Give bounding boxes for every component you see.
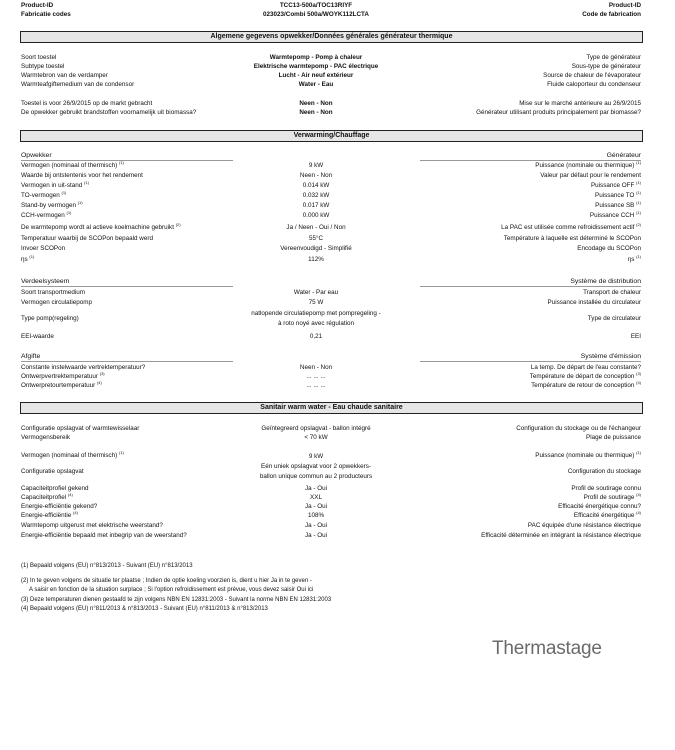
- row-label-fr: Puissance (nominale ou thermique) $^{(1)}$: [535, 450, 641, 459]
- row-label-fr: Puissance CCH $^{(1)}$: [589, 210, 641, 219]
- row-label-fr: Puissance OFF $^{(1)}$: [590, 180, 641, 189]
- divider: [21, 286, 233, 287]
- subsection-title-fr: Générateur: [606, 152, 641, 159]
- divider: [420, 160, 641, 161]
- subsection-title-nl: Afgifte: [21, 353, 41, 360]
- row-value: XXL: [310, 494, 322, 501]
- footnote: (3) Deze temperaturen dienen gestaafd te zijn volgens NBN EN 12831:2003 - Suivant la norme NBN EN 12831:2003: [21, 597, 332, 603]
- row-label-nl: Capaciteitprofiel $^{(4)}$: [21, 492, 73, 501]
- row-label-fr: Encodage du SCOPon: [577, 245, 641, 252]
- subsection-title-fr: Système de distribution: [570, 278, 641, 285]
- divider: [21, 361, 233, 362]
- row-value: 0.032 kW: [302, 192, 330, 199]
- row-label-fr: Efficacité énergétique $^{(4)}$: [573, 510, 641, 519]
- footnote: A saisir en fonction de la situation surplace ; Si l'option refroidissement est prévue, vous devez saisir Oui ici: [21, 587, 314, 593]
- row-label-nl: CCH-vermogen $^{(1)}$: [21, 210, 72, 219]
- row-label-nl: De opwekker gebruikt brandstoffen voornamelijk uit biomassa?: [21, 109, 197, 116]
- row-label-fr: Mise sur le marché antérieure au 26/9/2015: [519, 100, 641, 107]
- subsection-title-nl: Opwekker: [21, 152, 52, 159]
- row-value: Ja - Oui: [304, 503, 328, 510]
- row-value: 75 W: [308, 299, 324, 306]
- footnote: (1) Bepaald volgens (EU) n°813/2013 - Suivant (EU) n°813/2013: [21, 563, 193, 569]
- row-label-fr: Configuration du stockage: [567, 468, 641, 475]
- row-label-fr: Profil de soutirage connu: [571, 485, 641, 492]
- divider: [420, 361, 641, 362]
- row-label-fr: Puissance (nominale ou thermique) $^{(1)}$: [535, 160, 641, 169]
- row-value: Ja - Oui: [304, 532, 328, 539]
- row-value: natlopende circulatiepomp met pompregeling -: [251, 310, 381, 317]
- row-label-nl: Energie-efficiëntie bepaald met inbegrip van de weerstand?: [21, 532, 187, 539]
- codes-label-nl: Fabricatie codes: [21, 11, 71, 18]
- row-label-fr: Source de chaleur de l'évaporateur: [543, 72, 641, 79]
- row-value: 0.000 kW: [302, 212, 330, 219]
- row-value: Geïntegreerd opslagvat - ballon intégré: [261, 425, 371, 432]
- row-label-nl: Waarde bij ontstentenis voor het rendement: [21, 172, 143, 179]
- row-value: Lucht - Air neuf extérieur: [278, 72, 354, 79]
- row-label-fr: ηs $^{(1)}$: [627, 254, 641, 263]
- row-label-fr: La PAC est utilisée comme refroidissement actif $^{(2)}$: [501, 222, 641, 231]
- row-value: Water - Par eau: [293, 289, 339, 296]
- row-label-fr: Profil de soutirage $^{(4)}$: [583, 492, 641, 501]
- row-value: 108%: [307, 512, 325, 519]
- row-label-fr: Type de circulateur: [587, 315, 641, 322]
- row-value: Neen - Non: [299, 100, 333, 107]
- row-label-fr: Puissance installée du circulateur: [547, 299, 641, 306]
- row-label-fr: Valeur par défaut pour le rendement: [540, 172, 641, 179]
- section-header-general: Algemene gegevens opwekker/Données générales générateur thermique: [20, 31, 643, 43]
- model-value: TCC13-500a/TOC13RIYF: [279, 2, 353, 9]
- row-label-nl: Vermogensbereik: [21, 434, 71, 441]
- product-id-label-nl: Product-ID: [21, 2, 54, 9]
- row-label-nl: Ontwerpvertrektemperatuur $^{(3)}$: [21, 371, 105, 380]
- row-label-nl: Vermogen (nominaal of thermisch) $^{(1)}$: [21, 160, 124, 169]
- row-label-fr: Générateur utilisant produits principalement par biomasse?: [476, 109, 641, 116]
- row-value: Neen - Non: [299, 172, 333, 179]
- row-label-nl: Configuratie opslagvat: [21, 468, 84, 475]
- codes-value: 023023/Combi 500a/WOYK112LCTA: [263, 11, 369, 18]
- row-label-fr: Température de retour de conception $^{(4)}$: [531, 380, 641, 389]
- row-value: Water - Eau: [298, 81, 334, 88]
- section-header-heating: Verwarming/Chauffage: [20, 130, 643, 142]
- row-label-nl: TO-vermogen $^{(1)}$: [21, 190, 67, 199]
- row-value: Neen - Non: [299, 109, 333, 116]
- row-label-nl: EEI-waarde: [21, 333, 54, 340]
- row-label-nl: Type pomp(regeling): [21, 315, 79, 322]
- row-label-fr: Type de générateur: [586, 54, 641, 61]
- row-label-nl: Toestel is voor 26/9/2015 op de markt gebracht: [21, 100, 153, 107]
- row-label-nl: Constante instelwaarde vertrektemperatuur?: [21, 364, 146, 371]
- row-value: ... ... ...: [306, 382, 326, 389]
- row-label-nl: Soort transportmedium: [21, 289, 86, 296]
- row-value: Elektrische warmtepomp - PAC électrique: [253, 63, 379, 70]
- row-label-nl: Capaciteitprofiel gekend: [21, 485, 89, 492]
- row-value: 112%: [308, 256, 324, 263]
- row-label-nl: Energie-efficiëntie $^{(4)}$: [21, 510, 78, 519]
- row-value: 0.014 kW: [302, 182, 330, 189]
- row-label-fr: Fluide caloporteur du condenseur: [547, 81, 641, 88]
- row-label-fr: Plage de puissance: [586, 434, 641, 441]
- row-value: 9 kW: [308, 162, 324, 169]
- row-value: 0,21: [309, 333, 323, 340]
- row-value: à roto noyé avec régulation: [278, 320, 354, 327]
- footnote: (2) In te geven volgens de situatie ter plaatse ; Indien de optie koeling voorzien is, dient u hier Ja in te geven -: [21, 578, 312, 584]
- row-value: Ja / Neen - Oui / Non: [286, 224, 346, 231]
- row-label-nl: Warmteafgiftemedium van de condensor: [21, 81, 135, 88]
- row-value: < 70 kW: [304, 434, 328, 441]
- row-value: 0.017 kW: [302, 202, 330, 209]
- subsection-title-nl: Verdeelsysteem: [21, 278, 70, 285]
- row-label-fr: Efficacité déterminée en intégrant la résistance électrique: [481, 532, 641, 539]
- row-label-nl: Stand-by vermogen $^{(1)}$: [21, 200, 83, 209]
- row-label-nl: Warmtebron van de verdamper: [21, 72, 108, 79]
- section-header-dhw: Sanitair warm water - Eau chaude sanitaire: [20, 402, 643, 414]
- row-value: Ja - Oui: [304, 522, 328, 529]
- row-label-fr: Température à laquelle est déterminé le SCOPon: [503, 235, 641, 242]
- row-label-nl: Vermogen circulatiepomp: [21, 299, 93, 306]
- row-value: 55°C: [308, 235, 324, 242]
- row-value: ... ... ...: [306, 373, 326, 380]
- row-value: Ja - Oui: [304, 485, 328, 492]
- row-label-fr: Transport de chaleur: [583, 289, 641, 296]
- product-id-label-fr: Product-ID: [608, 2, 641, 9]
- row-label-fr: EEI: [630, 333, 641, 340]
- row-label-nl: ηs $^{(1)}$: [21, 254, 35, 263]
- row-label-nl: Vermogen in uit-stand $^{(1)}$: [21, 180, 89, 189]
- row-label-nl: De warmtepomp wordt al actieve koelmachine gebruikt $^{(2)}$: [21, 222, 181, 231]
- row-label-nl: Temperatuur waarbij de SCOPon bepaald werd: [21, 235, 153, 242]
- row-label-fr: Efficacité énergétique connu?: [558, 503, 641, 510]
- row-label-fr: Température de départ de conception $^{(3)}$: [529, 371, 641, 380]
- row-value: Eén uniek opslagvat voor 2 opwekkers-: [261, 463, 371, 470]
- row-value: Vereenvoudigd - Simplifié: [280, 245, 352, 252]
- row-label-nl: Configuratie opslagvat of warmtewisselaar: [21, 425, 140, 432]
- row-value: ballon unique commun au 2 producteurs: [259, 473, 373, 480]
- row-label-fr: La temp. De départ de l'eau constante?: [530, 364, 641, 371]
- row-label-fr: Configuration du stockage ou de l'échangeur: [516, 425, 641, 432]
- row-label-nl: Ontwerpretourtemperatuur $^{(4)}$: [21, 380, 102, 389]
- row-label-fr: Sous-type de générateur: [571, 63, 641, 70]
- divider: [21, 160, 233, 161]
- row-value: Warmtepomp - Pomp à chaleur: [269, 54, 363, 61]
- row-label-nl: Energie-efficiëntie gekend?: [21, 503, 98, 510]
- brand-logo: Thermastage: [492, 638, 602, 659]
- row-label-nl: Warmtepomp uitgerust met elektrische weerstand?: [21, 522, 163, 529]
- codes-label-fr: Code de fabrication: [582, 11, 641, 18]
- subsection-title-fr: Système d'émission: [580, 353, 641, 360]
- row-label-nl: Invoer SCOPon: [21, 245, 66, 252]
- row-label-nl: Subtype toestel: [21, 63, 65, 70]
- footnote: (4) Bepaald volgens (EU) n°811/2013 & n°813/2013 - Suivant (EU) n°811/2013 & n°813/2013: [21, 606, 268, 612]
- row-value: Neen - Non: [299, 364, 333, 371]
- divider: [420, 286, 641, 287]
- row-label-fr: Puissance TO $^{(1)}$: [595, 190, 641, 199]
- row-label-nl: Vermogen (nominaal of thermisch) $^{(1)}$: [21, 450, 124, 459]
- row-label-nl: Soort toestel: [21, 54, 57, 61]
- row-value: 9 kW: [308, 453, 324, 460]
- row-label-fr: Puissance SB $^{(1)}$: [595, 200, 641, 209]
- row-label-fr: PAC équipée d'une résistance électrique: [527, 522, 641, 529]
